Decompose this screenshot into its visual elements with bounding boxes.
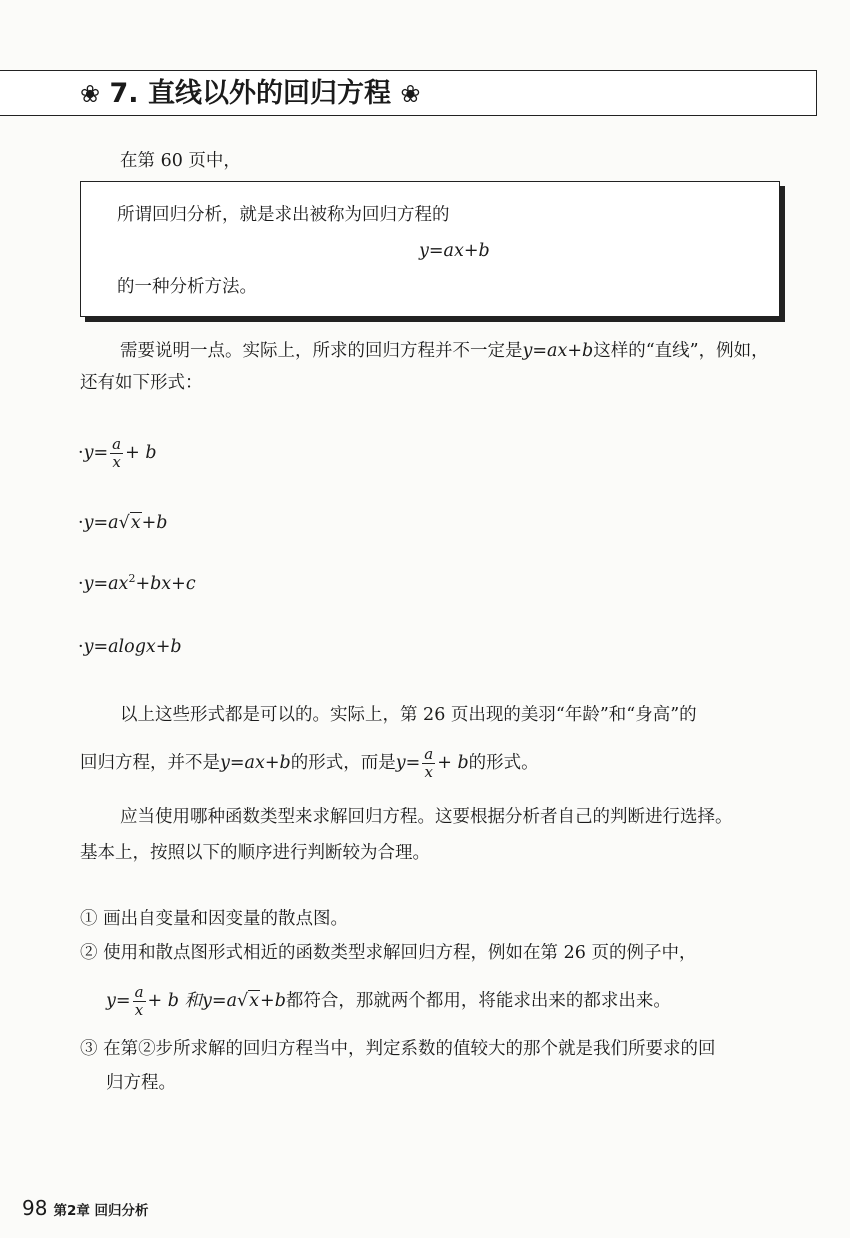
form-1-suffix: + b xyxy=(125,443,157,463)
bullet: · xyxy=(78,637,84,657)
form-2-suffix: +b xyxy=(141,513,168,533)
p2-formula-suffix: + b xyxy=(437,753,469,773)
intro-text: 在第 60 页中， xyxy=(120,151,241,171)
form-3-suffix: +bx+c xyxy=(135,573,196,594)
section-title xyxy=(80,78,420,110)
p2-text-b: 的形式，而是 xyxy=(290,753,396,773)
p2-numerator: a xyxy=(424,745,434,763)
form-1 xyxy=(78,436,157,471)
p1-text-a: 需要说明一点。实际上，所求的回归方程并不一定是 xyxy=(120,341,523,361)
s2-denominator: x xyxy=(134,1001,144,1019)
step-3-line-2: 归方程。 xyxy=(106,1073,176,1093)
step-2: ② 使用和散点图形式相近的函数类型求解回归方程，例如在第 26 页的例子中， xyxy=(80,943,697,963)
p2-formula: y=ax+b xyxy=(220,753,291,773)
sqrt-icon: √ xyxy=(118,513,130,533)
s2-fraction xyxy=(133,984,146,1019)
p1-formula: y=ax+b xyxy=(522,341,594,361)
form-1-numerator: a xyxy=(112,435,122,453)
bullet: · xyxy=(78,513,84,533)
section-title-text: 7. 直线以外的回归方程 xyxy=(109,78,391,109)
form-4 xyxy=(78,632,182,662)
chapter-label: 第2章 回归分析 xyxy=(53,1203,149,1219)
bullet: · xyxy=(78,573,84,594)
definition-formula: y=ax+b xyxy=(419,241,490,261)
flower-left-icon: ❀ xyxy=(80,80,101,108)
step-1: ① 画出自变量和因变量的散点图。 xyxy=(80,909,349,929)
bullet: · xyxy=(78,443,84,463)
page-footer xyxy=(22,1196,149,1220)
form-2-prefix: y=a xyxy=(83,513,119,533)
s2-f2-prefix: y=a xyxy=(202,991,237,1011)
p2-fraction xyxy=(422,746,435,781)
paragraph-1-line-2: 还有如下形式： xyxy=(80,373,203,393)
form-3 xyxy=(78,564,196,599)
paragraph-2-line-1: 以上这些形式都是可以的。实际上，第 26 页出现的美羽“年龄”和“身高”的 xyxy=(120,705,697,725)
definition-line-1: 所谓回归分析，就是求出被称为回归方程的 xyxy=(117,205,450,225)
s2-formula-prefix: y= xyxy=(106,991,131,1011)
p2-denominator: x xyxy=(424,763,433,781)
form-3-prefix: y=ax xyxy=(83,573,129,594)
page-number: 98 xyxy=(22,1196,48,1220)
s2-numerator: a xyxy=(134,983,144,1001)
s2-text: 都符合，那就两个都用，将能求出来的都求出来。 xyxy=(285,991,671,1011)
sqrt-icon: √ xyxy=(237,991,249,1011)
step-3-line-1: ③ 在第②步所求解的回归方程当中，判定系数的值较大的那个就是我们所要求的回 xyxy=(80,1039,716,1059)
paragraph-2-line-2 xyxy=(80,746,539,781)
form-3-exponent: 2 xyxy=(128,572,136,585)
form-1-fraction xyxy=(110,436,123,471)
step-2-detail xyxy=(106,984,671,1019)
form-4-text: y=alogx+b xyxy=(83,637,182,657)
p2-text-a: 回归方程，并不是 xyxy=(80,753,220,773)
form-2 xyxy=(78,508,167,538)
s2-f2-suffix: +b xyxy=(260,991,286,1011)
form-1-denominator: x xyxy=(112,453,121,471)
definition-box xyxy=(80,181,780,317)
definition-line-3: 的一种分析方法。 xyxy=(117,277,257,297)
p1-text-b: 这样的“直线”，例如， xyxy=(593,341,769,361)
s2-mid: + b 和 xyxy=(147,991,203,1011)
form-1-prefix: y= xyxy=(83,443,109,463)
flower-right-icon: ❀ xyxy=(400,80,421,108)
p2-formula-prefix: y= xyxy=(395,753,421,773)
paragraph-3-line-2: 基本上，按照以下的顺序进行判断较为合理。 xyxy=(80,843,430,863)
form-2-radicand: x xyxy=(130,513,141,533)
p2-text-c: 的形式。 xyxy=(468,753,539,773)
s2-f2-radicand: x xyxy=(249,991,260,1011)
paragraph-1-line-1 xyxy=(120,336,769,366)
paragraph-3-line-1: 应当使用哪种函数类型来求解回归方程。这要根据分析者自己的判断进行选择。 xyxy=(120,807,733,827)
